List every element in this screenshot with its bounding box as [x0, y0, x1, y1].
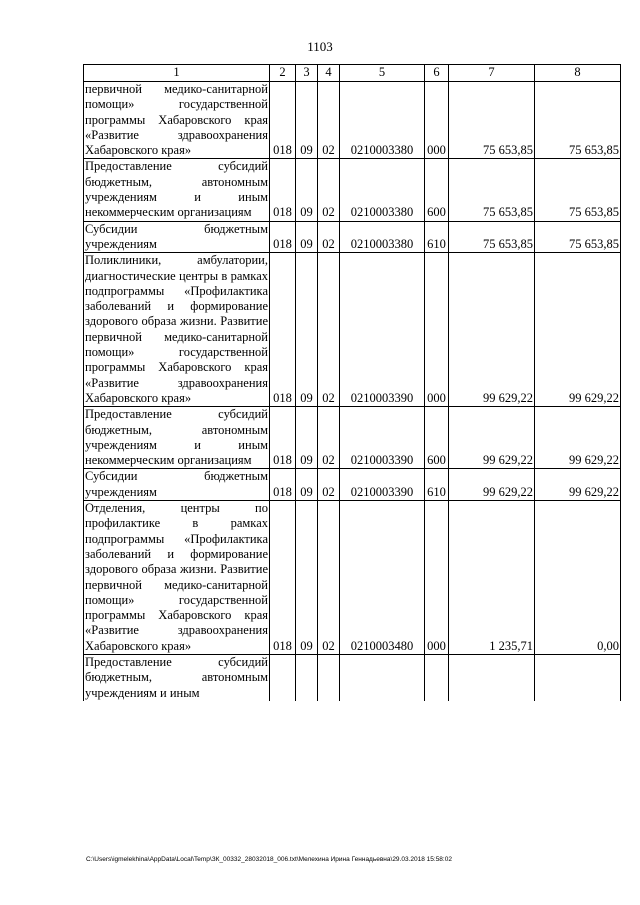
amount-cell: 75 653,85: [449, 221, 535, 253]
subsection-code-cell: 02: [318, 253, 340, 407]
expense-type-cell: 600: [425, 159, 449, 221]
amount-cell: [449, 654, 535, 700]
header-cell: 3: [296, 65, 318, 82]
table-row: [84, 253, 621, 407]
header-cell: 4: [318, 65, 340, 82]
section-code-cell: 09: [296, 501, 318, 655]
subsection-code-cell: 02: [318, 501, 340, 655]
subsection-code-cell: [318, 654, 340, 700]
header-cell: 6: [425, 65, 449, 82]
expense-type-cell: 000: [425, 253, 449, 407]
expense-type-cell: 000: [425, 82, 449, 159]
amount-cell: 75 653,85: [535, 159, 621, 221]
header-cell: 1: [84, 65, 270, 82]
section-code-cell: [296, 654, 318, 700]
target-article-cell: 0210003480: [340, 501, 425, 655]
subsection-code-cell: 02: [318, 221, 340, 253]
target-article-cell: 0210003380: [340, 221, 425, 253]
row-name-cell: Предоставление субсидий бюджетным, автономным учреждениям и иным: [85, 654, 268, 700]
amount-cell: 99 629,22: [535, 469, 621, 501]
table-row: [84, 159, 621, 221]
table-row: [84, 82, 621, 159]
amount-cell: 0,00: [535, 501, 621, 655]
file-path-footer: C:\Users\igmelekhina\AppData\Local\Temp\ЗК_00332_28032018_006.txt\Мелехина Ирина Геннадьевна\29.03.2018 15:58:02: [86, 856, 452, 863]
amount-cell: 75 653,85: [535, 221, 621, 253]
row-name-cell: Субсидии бюджетным учреждениям: [85, 469, 268, 499]
row-name-cell: Поликлиники, амбулатории, диагностические центры в рамках подпрограммы «Профилактика заболеваний и формирование здорового образа жизни. Развитие первичной медико-санитарной помощи» государственной программы Хабаровского края «Развитие здравоохранения Хабаровского края»: [85, 253, 268, 405]
target-article-cell: [340, 654, 425, 700]
target-article-cell: 0210003380: [340, 159, 425, 221]
section-code-cell: 09: [296, 407, 318, 469]
section-code-cell: 09: [296, 221, 318, 253]
amount-cell: 75 653,85: [535, 82, 621, 159]
amount-cell: 1 235,71: [449, 501, 535, 655]
table-row: [84, 469, 621, 501]
amount-cell: 99 629,22: [535, 407, 621, 469]
row-name-cell: Предоставление субсидий бюджетным, автономным учреждениям и иным некоммерческим организациям: [85, 159, 268, 220]
row-name-cell: первичной медико-санитарной помощи» государственной программы Хабаровского края «Развитие здравоохранения Хабаровского края»: [85, 82, 268, 158]
table-body: [84, 65, 621, 701]
chapter-code-cell: 018: [270, 221, 296, 253]
expense-type-cell: 610: [425, 469, 449, 501]
subsection-code-cell: 02: [318, 407, 340, 469]
section-code-cell: 09: [296, 159, 318, 221]
table-row: [84, 407, 621, 469]
header-cell: 8: [535, 65, 621, 82]
section-code-cell: 09: [296, 253, 318, 407]
chapter-code-cell: 018: [270, 407, 296, 469]
amount-cell: 75 653,85: [449, 82, 535, 159]
chapter-code-cell: 018: [270, 501, 296, 655]
chapter-code-cell: 018: [270, 159, 296, 221]
table-row: [84, 221, 621, 253]
target-article-cell: 0210003390: [340, 469, 425, 501]
row-name-cell: Предоставление субсидий бюджетным, автономным учреждениям и иным некоммерческим организациям: [85, 407, 268, 468]
expense-type-cell: 000: [425, 501, 449, 655]
amount-cell: 75 653,85: [449, 159, 535, 221]
chapter-code-cell: 018: [270, 469, 296, 501]
expense-type-cell: 600: [425, 407, 449, 469]
section-code-cell: 09: [296, 82, 318, 159]
chapter-code-cell: 018: [270, 253, 296, 407]
table-header-row: [84, 65, 621, 82]
section-code-cell: 09: [296, 469, 318, 501]
header-cell: 7: [449, 65, 535, 82]
header-cell: 5: [340, 65, 425, 82]
header-cell: 2: [270, 65, 296, 82]
expense-type-cell: [425, 654, 449, 700]
budget-table: [83, 64, 621, 701]
table-row: [84, 501, 621, 655]
row-name-cell: Отделения, центры по профилактике в рамках подпрограммы «Профилактика заболеваний и формирование здорового образа жизни. Развитие первичной медико-санитарной помощи» государственной программы Хабаровского края «Развитие здравоохранения Хабаровского края»: [85, 501, 268, 653]
subsection-code-cell: 02: [318, 159, 340, 221]
amount-cell: 99 629,22: [449, 469, 535, 501]
target-article-cell: 0210003390: [340, 253, 425, 407]
target-article-cell: 0210003390: [340, 407, 425, 469]
amount-cell: 99 629,22: [449, 407, 535, 469]
amount-cell: 99 629,22: [449, 253, 535, 407]
chapter-code-cell: 018: [270, 82, 296, 159]
table-row: [84, 654, 621, 700]
amount-cell: [535, 654, 621, 700]
target-article-cell: 0210003380: [340, 82, 425, 159]
row-name-cell: Субсидии бюджетным учреждениям: [85, 221, 268, 251]
amount-cell: 99 629,22: [535, 253, 621, 407]
subsection-code-cell: 02: [318, 469, 340, 501]
chapter-code-cell: [270, 654, 296, 700]
subsection-code-cell: 02: [318, 82, 340, 159]
page-number: 1103: [307, 39, 333, 54]
expense-type-cell: 610: [425, 221, 449, 253]
